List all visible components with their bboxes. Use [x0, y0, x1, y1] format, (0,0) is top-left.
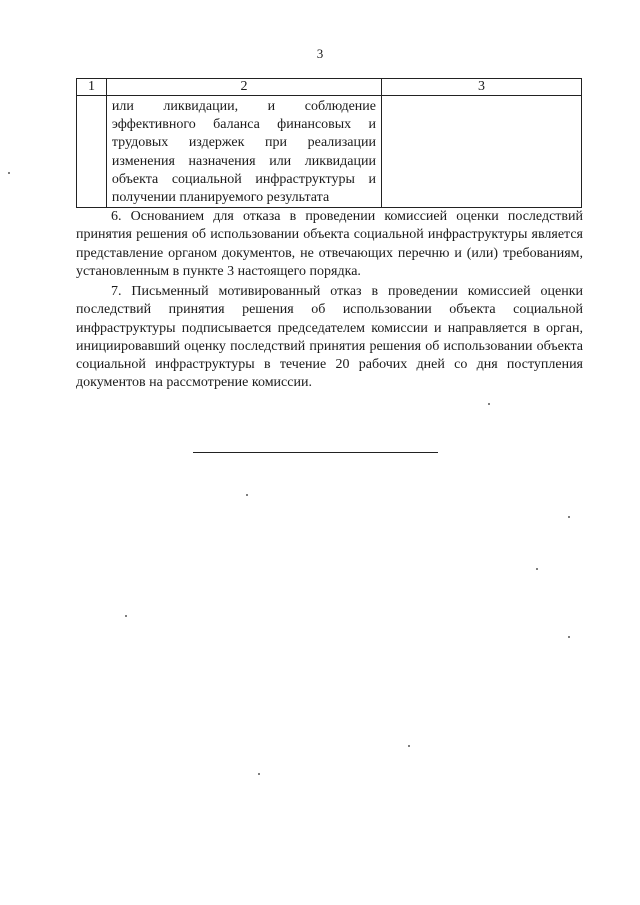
table-header-col-1: 1 [77, 79, 107, 96]
table-cell-col-2 [106, 96, 381, 208]
scan-speck [536, 568, 538, 570]
table-row [77, 96, 582, 208]
end-divider-line [193, 452, 438, 453]
scan-speck [568, 636, 570, 638]
scan-speck [246, 494, 248, 496]
page-number: 3 [316, 46, 324, 61]
scan-speck [258, 773, 260, 775]
table-header-row [77, 79, 582, 96]
scan-speck [408, 745, 410, 747]
paragraph-7: 7. Письменный мотивированный отказ в проведении комиссией оценки последствий принятия решения об использовании объекта социальной инфраструктуры подписывается председателем комиссии и направляется в орган, инициировавший оценку последствий принятия решения об использовании объекта социальной инфраструктуры в течение 20 рабочих дней со дня поступления документов на рассмотрение комиссии. [76, 284, 583, 391]
table-header-col-3: 3 [382, 79, 582, 96]
scan-speck [8, 172, 10, 174]
scan-speck [488, 403, 490, 405]
continuation-table [76, 78, 582, 208]
scan-speck [568, 516, 570, 518]
table-header-col-2: 2 [106, 79, 381, 96]
scan-speck [125, 615, 127, 617]
paragraph-6: 6. Основанием для отказа в проведении комиссией оценки последствий принятия решения об использовании объекта социальной инфраструктуры является представление органом документов, не отвечающих перечню и (или) требованиям, установленным в пункте 3 настоящего порядка. [76, 209, 583, 279]
table-cell-text: или ликвидации, и соблюдение эффективного баланса финансовых и трудовых издержек при реализации изменения назначения или ликвидации объекта социальной инфраструктуры и получении планируемого результата [111, 99, 376, 206]
table-cell-col-1 [77, 96, 107, 208]
table-cell-col-3 [382, 96, 582, 208]
